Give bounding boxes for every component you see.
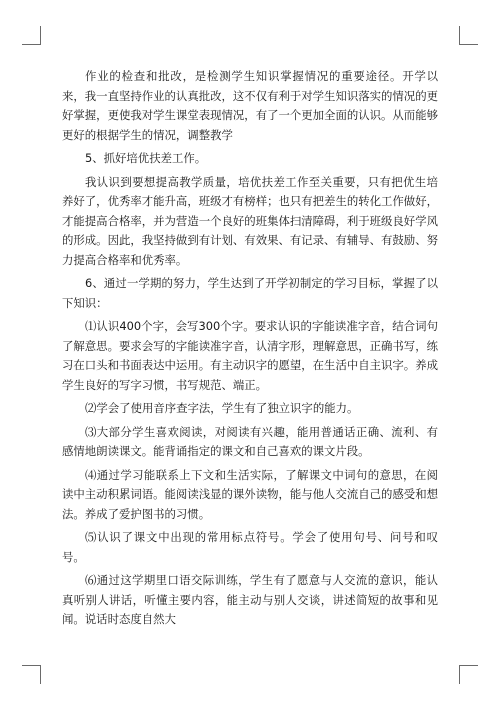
crop-mark-bottom-right-vertical — [459, 665, 460, 684]
crop-mark-top-left-vertical — [40, 26, 41, 45]
list-item-dictionary: ⑵学会了使用音序查字法，学生有了独立识字的能力。 — [85, 401, 359, 415]
paragraph-homework-correction: 作业的检查和批改，是检测学生知识掌握情况的重要途径。开学以来，我一直坚持作业的认真批改，这不仅有利于对学生知识落实的情况的更好掌握，更使我对学生课堂表现情况，有了一个更加全面的认识。从而能够更好的根据学生的情况，调整教学 — [62, 69, 438, 142]
document-body — [62, 67, 438, 634]
list-item-comprehension: ⑷通过学习能联系上下文和生活实际，了解课文中词句的意思，在阅读中主动积累词语。能阅读浅显的课外读物，能与他人交流自己的感受和想法。养成了爱护图书的习惯。 — [62, 467, 438, 521]
crop-mark-top-right-vertical — [459, 26, 460, 45]
section-heading-tutoring: 5、抓好培优扶差工作。 — [85, 151, 207, 165]
list-item-literacy: ⑴认识400个字，会写300个字。要求认识的字能读准字音，结合词句了解意思。要求会写的字能读准字音，认清字形，理解意思，正确书写，练习在口头和书面表达中运用。有主动识字的愿望，在生活中自主识字。养成学生良好的写字习惯，书写规范、端正。 — [62, 319, 438, 392]
section-heading-outcomes: 6、通过一学期的努力，学生达到了开学初制定的学习目标，掌握了以下知识： — [62, 276, 438, 310]
list-item-oral-communication: ⑹通过这学期里口语交际训练，学生有了愿意与人交流的意识，能认真听别人讲话，听懂主要内容，能主动与别人交谈，讲述简短的故事和见闻。说话时态度自然大 — [62, 573, 438, 626]
list-item-punctuation: ⑸认识了课文中出现的常用标点符号。学会了使用句号、问号和叹号。 — [62, 530, 438, 564]
list-item-reading: ⑶大部分学生喜欢阅读，对阅读有兴趣，能用普通话正确、流利、有感情地朗读课文。能背诵指定的课文和自己喜欢的课文片段。 — [62, 424, 438, 458]
crop-mark-top-left-horizontal — [22, 44, 41, 45]
crop-mark-bottom-left-horizontal — [22, 665, 41, 666]
crop-mark-top-right-horizontal — [459, 44, 478, 45]
crop-mark-bottom-left-vertical — [40, 665, 41, 684]
paragraph-tutoring: 我认识到要想提高教学质量，培优扶差工作至关重要，只有把优生培养好了，优秀率才能升高，班级才有榜样；也只有把差生的转化工作做好，才能提高合格率，并为营造一个良好的班集体扫清障碍，利于班级良好学风的形成。因此，我坚持做到有计划、有效果、有记录、有辅导、有鼓励、努力提高合格率和优秀率。 — [62, 174, 438, 267]
crop-mark-bottom-right-horizontal — [459, 665, 478, 666]
